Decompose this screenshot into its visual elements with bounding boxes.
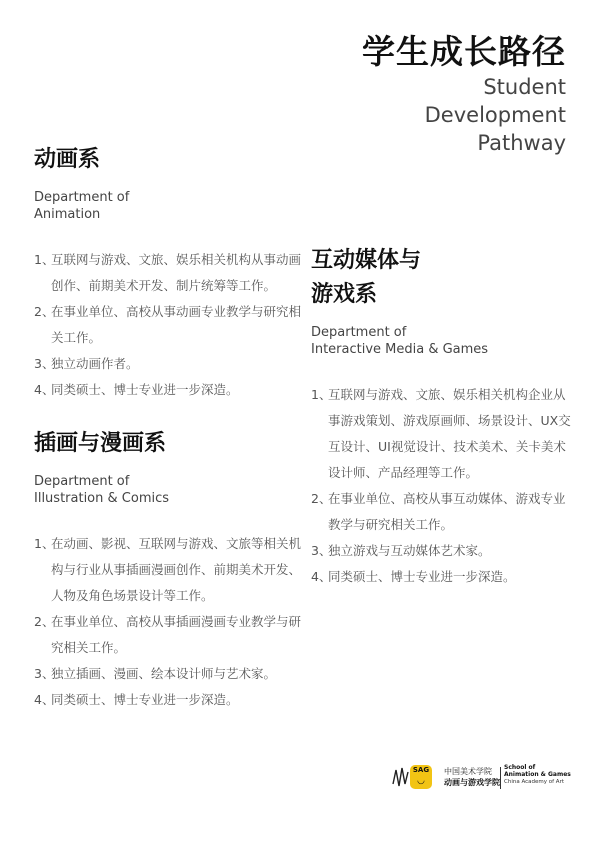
list-item: [34, 531, 304, 609]
interactive-title-en-line-2: Interactive Media & Games: [311, 342, 489, 357]
list-item-text: 独立插画、漫画、绘本设计师与艺术家。: [51, 666, 277, 681]
list-item-number: 2、: [311, 491, 332, 506]
right-column: [311, 244, 571, 590]
list-item: [311, 486, 571, 538]
list-item: [34, 351, 304, 377]
list-item-text: 在动画、影视、互联网与游戏、文旅等相关机构与行业从事插画漫画创作、前期美术开发、人物及角色场景设计等工作。: [51, 536, 302, 603]
logo-en-line-1: School of: [504, 764, 536, 771]
list-item-text: 在事业单位、高校从事动画专业教学与研究相关工作。: [51, 304, 302, 345]
interactive-title-line-1: 互动媒体与: [311, 248, 422, 273]
interactive-title-line-2: 游戏系: [311, 282, 378, 307]
list-item-text: 同类硕士、博士专业进一步深造。: [328, 569, 516, 584]
list-item-number: 4、: [34, 382, 55, 397]
interactive-title-en: [311, 324, 571, 358]
logo-en-line-3: China Academy of Art: [504, 779, 564, 785]
list-item-number: 2、: [34, 304, 55, 319]
list-item-number: 3、: [34, 356, 55, 371]
animation-title-en-line-2: Animation: [34, 207, 101, 222]
list-item: [34, 377, 304, 403]
interactive-section: [311, 244, 571, 590]
list-item-number: 4、: [34, 692, 55, 707]
list-item-number: 4、: [311, 569, 332, 584]
page-title: 学生成长路径: [362, 32, 566, 71]
interactive-title-en-line-1: Department of: [311, 325, 407, 340]
logo-en-line-2: Animation & Games: [504, 771, 571, 778]
list-item: [311, 538, 571, 564]
list-item-text: 在事业单位、高校从事插画漫画专业教学与研究相关工作。: [51, 614, 302, 655]
illustration-section: [34, 427, 304, 713]
list-item-number: 1、: [311, 387, 332, 402]
page-subtitle-line-2: Development: [424, 103, 566, 127]
list-item-text: 互联网与游戏、文旅、娱乐相关机构从事动画创作、前期美术开发、制片统筹等工作。: [51, 252, 302, 293]
list-item: [311, 564, 571, 590]
list-item-text: 互联网与游戏、文旅、娱乐相关机构企业从事游戏策划、游戏原画师、场景设计、UX交互设计、UI视觉设计、技术美术、关卡美术设计师、产品经理等工作。: [328, 387, 571, 480]
list-item-text: 独立游戏与互动媒体艺术家。: [328, 543, 491, 558]
animation-title: 动画系: [34, 147, 101, 172]
page-subtitle-line-1: Student: [483, 75, 566, 99]
list-item: [34, 609, 304, 661]
interactive-career-list: [311, 382, 571, 590]
list-item-number: 2、: [34, 614, 55, 629]
list-item-number: 3、: [34, 666, 55, 681]
smile-icon: ◡: [417, 776, 425, 786]
illustration-title-en-line-2: Illustration & Comics: [34, 491, 170, 506]
sag-badge: [410, 765, 432, 789]
page-subtitle-line-3: Pathway: [477, 131, 566, 155]
list-item: [34, 299, 304, 351]
list-item-number: 1、: [34, 536, 55, 551]
logo-school-name-zh: 中国美术学院: [444, 767, 492, 776]
illustration-career-list: [34, 531, 304, 713]
animation-title-en-line-1: Department of: [34, 190, 130, 205]
logo-divider: [500, 767, 501, 789]
list-item-text: 在事业单位、高校从事互动媒体、游戏专业教学与研究相关工作。: [328, 491, 566, 532]
list-item-number: 3、: [311, 543, 332, 558]
list-item: [34, 247, 304, 299]
logo-college-name-zh: 动画与游戏学院: [444, 778, 500, 787]
list-item-number: 1、: [34, 252, 55, 267]
list-item: [34, 687, 304, 713]
illustration-title-en-line-1: Department of: [34, 474, 130, 489]
list-item-text: 同类硕士、博士专业进一步深造。: [51, 692, 239, 707]
illustration-title: 插画与漫画系: [34, 431, 167, 456]
left-column: [34, 143, 304, 713]
list-item-text: 同类硕士、博士专业进一步深造。: [51, 382, 239, 397]
animation-section: [34, 143, 304, 403]
page-header: [362, 32, 566, 156]
list-item: [311, 382, 571, 486]
interactive-title: [311, 244, 571, 312]
illustration-title-en: [34, 473, 304, 507]
list-item: [34, 661, 304, 687]
animation-career-list: [34, 247, 304, 403]
sag-badge-text: SAG: [412, 766, 430, 774]
list-item-text: 独立动画作者。: [51, 356, 139, 371]
school-logo: [392, 758, 572, 798]
animation-title-en: [34, 189, 304, 223]
